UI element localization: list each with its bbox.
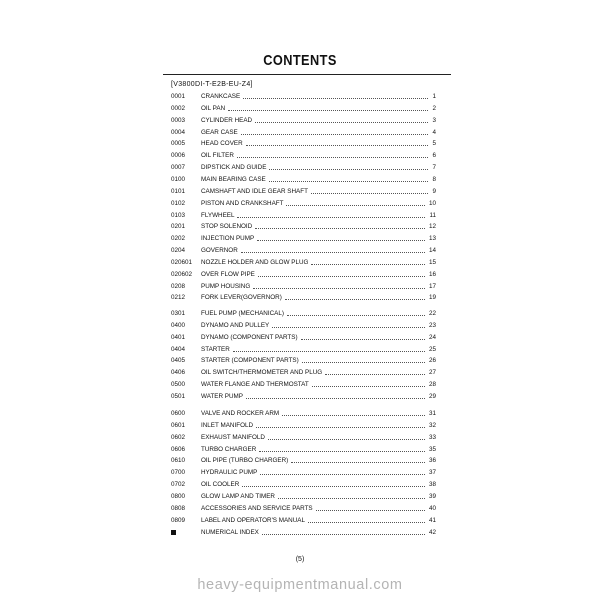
toc-code: 0400 — [171, 321, 186, 329]
toc-entry — [0, 211, 600, 221]
toc-page-number: 12 — [428, 223, 436, 231]
toc-entry — [0, 468, 600, 478]
toc-code: 0201 — [171, 223, 186, 231]
dot-leader — [287, 315, 425, 316]
toc-code: 0204 — [171, 247, 186, 255]
toc-label: CAMSHAFT AND IDLE GEAR SHAFT — [201, 187, 308, 195]
toc-page-number: 36 — [428, 457, 436, 465]
dot-leader — [301, 339, 425, 340]
toc-page-number: 11 — [429, 211, 436, 219]
toc-label: PISTON AND CRANKSHAFT — [201, 199, 284, 207]
toc-page-number: 23 — [428, 321, 436, 329]
toc-label: DIPSTICK AND GUIDE — [201, 164, 267, 172]
toc-entry — [0, 368, 600, 378]
toc-code: 0808 — [171, 504, 186, 512]
dot-leader — [272, 327, 425, 328]
toc-code: 0103 — [171, 211, 186, 219]
toc-page-number: 28 — [428, 381, 436, 389]
toc-code: 0610 — [171, 457, 186, 465]
toc-entry — [0, 270, 600, 280]
toc-code: 0406 — [171, 369, 186, 377]
toc-code: 0700 — [171, 469, 186, 477]
dot-leader — [282, 415, 425, 416]
toc-code: 0005 — [171, 140, 186, 148]
dot-leader — [286, 205, 425, 206]
dot-leader — [316, 510, 425, 511]
toc-code: 0100 — [171, 175, 186, 183]
toc-entry — [0, 504, 600, 514]
toc-code: 0102 — [171, 199, 186, 207]
toc-label: FLYWHEEL — [201, 211, 235, 219]
toc-label: HEAD COVER — [201, 140, 243, 148]
toc-page-number: 40 — [428, 504, 436, 512]
dot-leader — [302, 362, 425, 363]
toc-page-number: 15 — [428, 258, 436, 266]
toc-code: 0501 — [171, 392, 186, 400]
toc-entry — [0, 456, 600, 466]
dot-leader — [268, 439, 425, 440]
toc-entry — [0, 380, 600, 390]
toc-code: 0212 — [171, 294, 186, 302]
toc-label: WATER FLANGE AND THERMOSTAT — [201, 381, 309, 389]
toc-label: NOZZLE HOLDER AND GLOW PLUG — [201, 258, 309, 266]
toc-entry — [0, 445, 600, 455]
toc-entry — [0, 392, 600, 402]
toc-entry — [0, 199, 600, 209]
toc-code: 0800 — [171, 492, 186, 500]
toc-label: NUMERICAL INDEX — [201, 528, 259, 536]
toc-page-number: 8 — [432, 175, 436, 183]
toc-label: DYNAMO AND PULLEY — [201, 321, 270, 329]
toc-code: 0003 — [171, 116, 186, 124]
toc-page-number: 17 — [428, 282, 436, 290]
toc-code: 0006 — [171, 152, 186, 160]
toc-entry — [0, 116, 600, 126]
toc-entry — [0, 258, 600, 268]
toc-page-number: 24 — [428, 333, 436, 341]
dot-leader — [255, 122, 428, 123]
toc-entry — [0, 345, 600, 355]
model-code: [V3800DI-T-E2B-EU-Z4] — [171, 81, 253, 88]
toc-code: 0004 — [171, 128, 186, 136]
dot-leader — [269, 181, 428, 182]
toc-label: STARTER (COMPONENT PARTS) — [201, 357, 299, 365]
watermark-url: heavy-equipmentmanual.com — [197, 577, 403, 593]
toc-page-number: 9 — [432, 187, 436, 195]
toc-code: 0202 — [171, 235, 186, 243]
toc-label: GOVERNOR — [201, 247, 238, 255]
toc-label: EXHAUST MANIFOLD — [201, 433, 265, 441]
toc-label: CYLINDER HEAD — [201, 116, 253, 124]
toc-label: VALVE AND ROCKER ARM — [201, 410, 280, 417]
dot-leader — [228, 110, 428, 111]
dot-leader — [246, 145, 428, 146]
toc-code: 0301 — [171, 310, 186, 317]
toc-entry — [0, 356, 600, 366]
dot-leader — [291, 462, 425, 463]
toc-page-number: 22 — [428, 310, 436, 317]
dot-leader — [241, 134, 428, 135]
toc-code: 0405 — [171, 357, 186, 365]
toc-entry — [0, 92, 600, 102]
toc-entry — [0, 151, 600, 161]
toc-label: WATER PUMP — [201, 392, 243, 400]
toc-label: STOP SOLENOID — [201, 223, 253, 231]
dot-leader — [255, 228, 425, 229]
toc-label: HYDRAULIC PUMP — [201, 469, 258, 477]
toc-label: FUEL PUMP (MECHANICAL) — [201, 310, 284, 317]
dot-leader — [253, 288, 425, 289]
toc-entry — [0, 516, 600, 526]
toc-page-number: 13 — [428, 235, 436, 243]
dot-leader — [242, 486, 425, 487]
dot-leader — [312, 386, 425, 387]
toc-entry — [0, 163, 600, 173]
page-title: CONTENTS — [263, 52, 337, 69]
toc-page-number: 26 — [428, 357, 436, 365]
toc-page-number: 35 — [428, 445, 436, 453]
toc-page-number: 3 — [432, 116, 436, 124]
toc-page-number: 39 — [428, 492, 436, 500]
toc-code: 0601 — [171, 421, 186, 429]
dot-leader — [308, 522, 425, 523]
dot-leader — [241, 252, 425, 253]
toc-label: LABEL AND OPERATOR'S MANUAL — [201, 516, 305, 524]
toc-label: OVER FLOW PIPE — [201, 270, 255, 278]
dot-leader — [269, 169, 428, 170]
toc-code: 020601 — [171, 258, 193, 266]
toc-code: 0404 — [171, 345, 186, 353]
toc-entry — [0, 433, 600, 443]
toc-label: OIL PIPE (TURBO CHARGER) — [201, 457, 289, 465]
toc-page-number: 10 — [428, 199, 436, 207]
toc-page-number: 19 — [428, 294, 436, 302]
toc-label: INLET MANIFOLD — [201, 421, 254, 429]
toc-label: OIL FILTER — [201, 152, 234, 160]
toc-label: ACCESSORIES AND SERVICE PARTS — [201, 504, 313, 512]
dot-leader — [278, 498, 425, 499]
toc-label: FORK LEVER(GOVERNOR) — [201, 294, 282, 302]
toc-code: 0002 — [171, 104, 186, 112]
toc-code: 0809 — [171, 516, 186, 524]
toc-page-number: 25 — [428, 345, 436, 353]
toc-code: 0702 — [171, 481, 186, 489]
dot-leader — [311, 264, 425, 265]
square-bullet-icon — [171, 530, 176, 535]
toc-page-number: 33 — [428, 433, 436, 441]
toc-page-number: 31 — [428, 410, 436, 417]
toc-page-number: 5 — [432, 140, 436, 148]
toc-page-number: 4 — [432, 128, 436, 136]
toc-entry — [0, 480, 600, 490]
toc-label: STARTER — [201, 345, 230, 353]
toc-label: CRANKCASE — [201, 93, 241, 100]
toc-entry — [0, 282, 600, 292]
toc-code: 0602 — [171, 433, 186, 441]
dot-leader — [246, 398, 425, 399]
toc-code: 020602 — [171, 270, 193, 278]
toc-label: GEAR CASE — [201, 128, 238, 136]
toc-page-number: 14 — [428, 247, 436, 255]
toc-page-number: 41 — [428, 516, 436, 524]
toc-entry — [0, 187, 600, 197]
dot-leader — [233, 351, 425, 352]
toc-page-number: 32 — [428, 421, 436, 429]
toc-entry — [0, 293, 600, 303]
toc-label: OIL COOLER — [201, 481, 240, 489]
toc-page-number: 42 — [428, 528, 436, 536]
toc-page-number: 2 — [432, 104, 436, 112]
toc-label: INJECTION PUMP — [201, 235, 255, 243]
toc-page-number: 7 — [432, 164, 436, 172]
toc-entry — [0, 104, 600, 114]
toc-label: PUMP HOUSING — [201, 282, 251, 290]
toc-entry — [0, 139, 600, 149]
toc-label: DYNAMO (COMPONENT PARTS) — [201, 333, 298, 341]
dot-leader — [258, 276, 425, 277]
toc-code: 0007 — [171, 164, 186, 172]
toc-entry — [0, 246, 600, 256]
dot-leader — [237, 217, 425, 218]
toc-label: GLOW LAMP AND TIMER — [201, 492, 275, 500]
toc-code: 0001 — [171, 93, 186, 100]
toc-page-number: 29 — [428, 392, 436, 400]
toc-entry — [0, 528, 600, 538]
dot-leader — [259, 451, 425, 452]
toc-label: OIL SWITCH/THERMOMETER AND PLUG — [201, 369, 323, 377]
toc-page-number: 27 — [428, 369, 436, 377]
page-number: (5) — [295, 556, 305, 563]
toc-code: 0600 — [171, 410, 186, 417]
toc-entry — [0, 409, 600, 419]
toc-code: 0401 — [171, 333, 186, 341]
toc-entry — [0, 421, 600, 431]
toc-entry — [0, 222, 600, 232]
toc-page-number: 1 — [432, 93, 436, 100]
dot-leader — [260, 474, 425, 475]
toc-entry — [0, 234, 600, 244]
toc-code: 0101 — [171, 187, 186, 195]
dot-leader — [311, 193, 428, 194]
toc-label: OIL PAN — [201, 104, 226, 112]
dot-leader — [257, 240, 425, 241]
toc-page-number: 38 — [428, 481, 436, 489]
toc-entry — [0, 333, 600, 343]
toc-entry — [0, 309, 600, 319]
toc-page-number: 16 — [428, 270, 436, 278]
toc-code: 0208 — [171, 282, 186, 290]
toc-label: TURBO CHARGER — [201, 445, 257, 453]
toc-page-number: 37 — [428, 469, 436, 477]
dot-leader — [325, 374, 425, 375]
toc-code: 0606 — [171, 445, 186, 453]
toc-entry — [0, 128, 600, 138]
toc-entry — [0, 321, 600, 331]
dot-leader — [243, 98, 428, 99]
dot-leader — [262, 534, 425, 535]
toc-entry — [0, 175, 600, 185]
toc-entry — [0, 492, 600, 502]
toc-code: 0500 — [171, 381, 186, 389]
toc-page-number: 6 — [432, 152, 436, 160]
dot-leader — [256, 427, 425, 428]
toc-label: MAIN BEARING CASE — [201, 175, 266, 183]
dot-leader — [237, 157, 428, 158]
dot-leader — [285, 299, 425, 300]
